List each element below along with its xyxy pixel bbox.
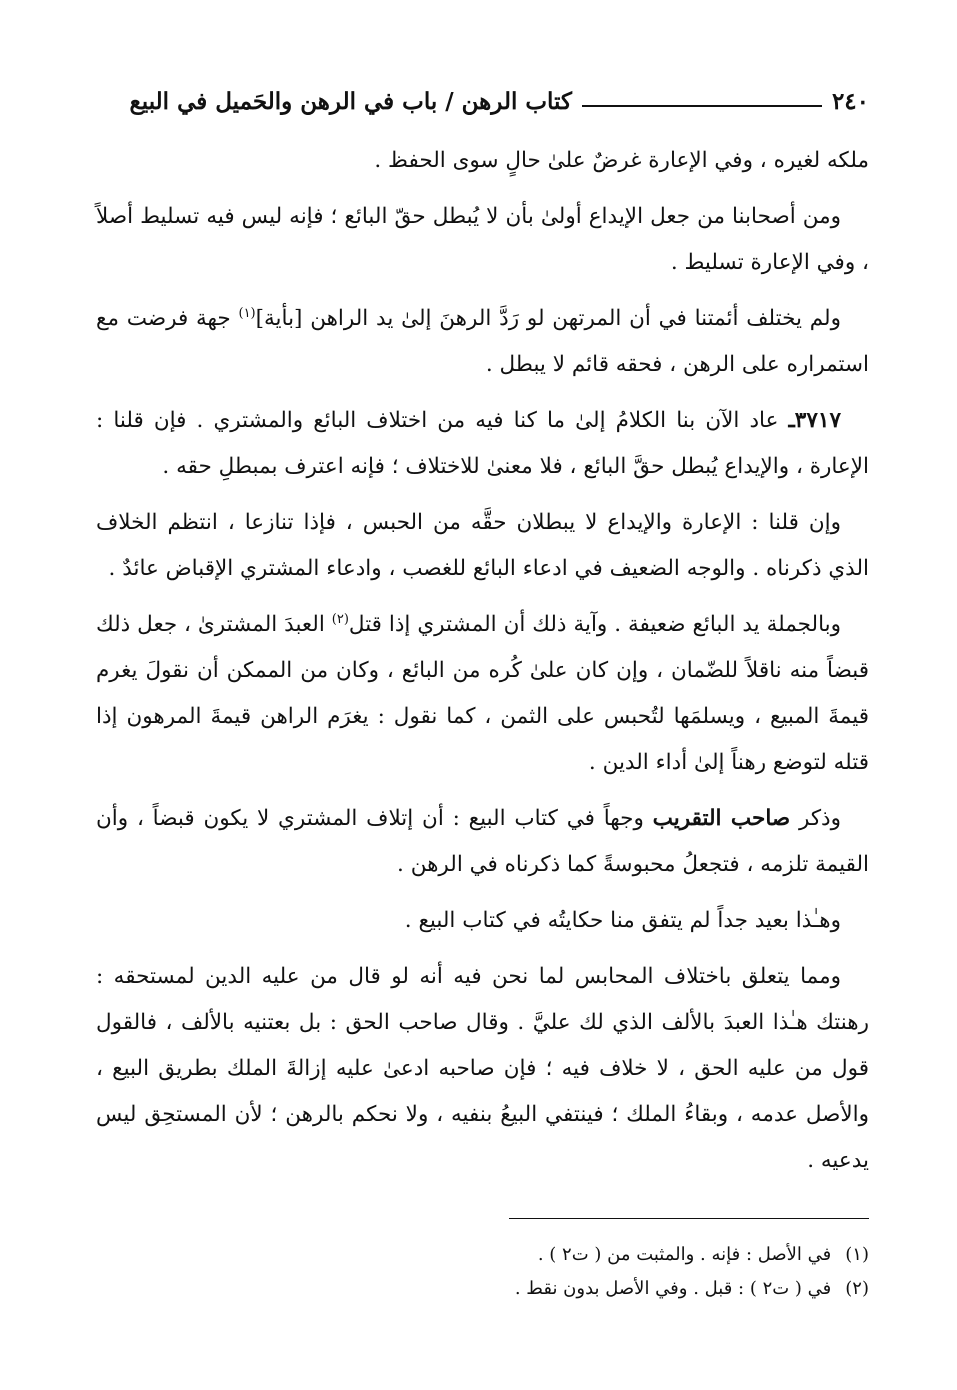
footnote-separator <box>509 1218 869 1219</box>
paragraph-text: ملكه لغيره ، وفي الإعارة غرضٌ علىٰ حالٍ سوى الحفظ . <box>374 148 869 173</box>
footnote-mark: (١) <box>845 1244 869 1265</box>
paragraph <box>96 898 869 944</box>
footnote <box>96 1238 869 1272</box>
paragraph-text: ومما يتعلق باختلاف المحابس لما نحن فيه أنه لو قال من عليه الدين لمستحقه : رهنتك هـٰذا العبدَ بالألف الذي لك عليَّ . وقال صاحب الحق : بل بعتنيه بالألف ، فالقول قول من عليه الحق ، لا خلاف فيه ؛ فإن صاحبه ادعىٰ عليه إزالةَ الملك بطريق البيع ، والأصل عدمه ، وبقاءُ الملك ؛ فينتفي البيعُ بنفيه ، ولا نحكم بالرهن ؛ لأن المستحِق ليس يدعيه . <box>96 964 869 1173</box>
page-number: ٢٤٠ <box>831 87 869 115</box>
paragraph-text: عاد الآن بنا الكلامُ إلىٰ ما كنا فيه من اختلاف البائع والمشتري . فإن قلنا : الإعارة ، والإيداع يُبطل حقَّ البائع ، فلا معنىٰ للاختلاف ؛ فإنه اعترف بمبطلِ حقه . <box>96 408 869 479</box>
paragraph-text: وذكر <box>790 806 842 831</box>
paragraph-text: ولم يختلف أئمتنا في أن المرتهن لو رَدَّ الرهنَ إلىٰ يد الراهن [بأية] <box>255 306 841 331</box>
paragraph <box>96 954 869 1184</box>
issue-number: ٣٧١٧ـ <box>788 408 841 433</box>
paragraph-text: ومن أصحابنا من جعل الإيداع أولىٰ بأن لا يُبطل حقّ البائع ؛ فإنه ليس فيه تسليط أصلاً ، وفي الإعارة تسليط . <box>96 204 869 275</box>
body-text <box>96 138 869 1194</box>
paragraph-text: وإن قلنا : الإعارة والإيداع لا يبطلان حقَّه من الحبس ، فإذا تنازعا ، انتظم الخلاف الذي ذكرناه . والوجه الضعيف في ادعاء البائع للغصب ، وادعاء المشتري الإقباض عائدٌ . <box>96 510 869 581</box>
paragraph <box>96 796 869 888</box>
footnote <box>96 1272 869 1306</box>
footnote-reference[interactable]: (٢) <box>331 611 349 627</box>
paragraph-text: وجهاً في كتاب البيع : أن إتلاف المشتري لا يكون قبضاً ، وأن القيمة تلزمه ، فتجعلُ محبوسةً كما ذكرناه في الرهن . <box>96 806 869 877</box>
paragraph-text: وهـٰذا بعيد جداً لم يتفق منا حكايتُه في كتاب البيع . <box>404 908 841 933</box>
paragraph <box>96 398 869 490</box>
paragraph-text: العبدَ المشترىٰ ، جعل ذلك قبضاً منه ناقلاً للضّمان ، وإن كان علىٰ كُره من البائع ، وكان من الممكن أن نقولَ يغرم قيمةَ المبيع ، ويسلمَها لتُحبس على الثمن ، كما نقول : يغرَم الراهن قيمةَ المرهون إذا قتله لتوضع رهناً إلىٰ أداء الدين . <box>96 612 869 775</box>
paragraph-text: وبالجملة يد البائع ضعيفة . وآية ذلك أن المشتري إذا قتل <box>348 612 841 637</box>
footnotes <box>96 1238 869 1306</box>
cited-author: صاحب التقريب <box>652 806 791 831</box>
paragraph <box>96 296 869 388</box>
paragraph <box>96 138 869 184</box>
paragraph <box>96 602 869 786</box>
footnote-text: في ( ت٢ ) : قبل . وفي الأصل بدون نقط . <box>514 1278 832 1299</box>
paragraph-text: جهة فرضت مع استمراره على الرهن ، فحقه قائم لا يبطل . <box>96 306 869 377</box>
footnote-reference[interactable]: (١) <box>238 305 256 321</box>
page-header <box>96 84 869 118</box>
paragraph <box>96 500 869 592</box>
running-title: كتاب الرهن / باب في الرهن والحَميل في البيع <box>129 87 572 115</box>
header-rule <box>582 105 822 107</box>
footnote-mark: (٢) <box>845 1278 869 1299</box>
paragraph <box>96 194 869 286</box>
footnote-text: في الأصل : فإنه . والمثبت من ( ت٢ ) . <box>537 1244 832 1265</box>
